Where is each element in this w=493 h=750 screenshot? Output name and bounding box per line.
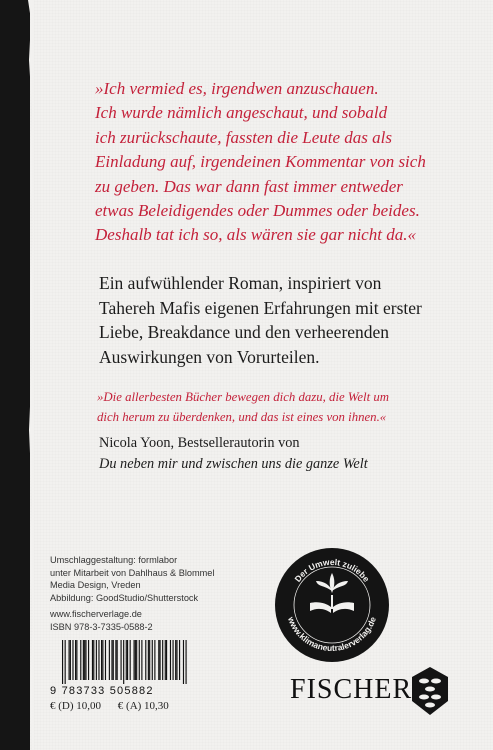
quote-line: ich zurückschaute, fassten die Leute das als xyxy=(95,127,392,147)
book-blurb xyxy=(99,271,459,369)
review-line: »Die allerbesten Bücher bewegen dich dazu, die Welt um xyxy=(97,390,390,404)
badge-bottom-text: www.klimaneutralerverlag.de xyxy=(285,615,379,654)
price-germany: € (D) 10,00 xyxy=(50,700,102,712)
cover-credits xyxy=(50,554,214,604)
climate-neutral-badge xyxy=(274,547,390,663)
barcode-digits: 9 783733 505882 xyxy=(50,685,154,696)
fish-icon xyxy=(425,703,435,708)
credit-line: Abbildung: GoodStudio/Shutterstock xyxy=(50,592,199,603)
fish-icon xyxy=(425,687,435,692)
fish-icon xyxy=(431,695,441,700)
quote-line: Ich wurde nämlich angeschaut, und sobald xyxy=(95,103,388,123)
publisher-info xyxy=(50,608,153,633)
quote-line: etwas Beleidigendes oder Dummes oder beides. xyxy=(95,201,420,221)
credit-line: Media Design, Vreden xyxy=(50,580,141,591)
torn-paper-edge xyxy=(28,0,34,750)
featured-quote xyxy=(95,77,475,248)
review-quote xyxy=(97,388,477,427)
prices xyxy=(50,700,183,712)
fischer-fish-logo xyxy=(412,667,448,715)
review-author-book: Du neben mir und zwischen uns die ganze Welt xyxy=(99,456,368,472)
blurb-line: Liebe, Breakdance und den verheerenden xyxy=(99,322,390,343)
blurb-line: Ein aufwühlender Roman, inspiriert von xyxy=(99,273,382,293)
quote-line: Deshalb tat ich so, als wären sie gar nicht da.« xyxy=(95,225,416,245)
quote-line: Einladung auf, irgendeinen Kommentar von sich xyxy=(95,152,426,172)
quote-line: zu geben. Das war dann fast immer entweder xyxy=(95,176,403,196)
barcode-bars xyxy=(62,640,187,684)
isbn-barcode xyxy=(50,640,200,696)
isbn: ISBN 978-3-7335-0588-2 xyxy=(50,621,153,632)
publisher-name: FISCHER xyxy=(290,674,413,705)
fish-icon xyxy=(419,695,429,700)
blurb-line: Tahereh Mafis eigenen Erfahrungen mit erster xyxy=(99,297,422,318)
review-author: Nicola Yoon, Bestsellerautorin von xyxy=(99,435,300,451)
blurb-line: Auswirkungen von Vorurteilen. xyxy=(99,346,320,367)
publisher-website: www.fischerverlage.de xyxy=(50,609,142,619)
review-attribution xyxy=(99,433,368,475)
price-austria: € (A) 10,30 xyxy=(117,700,169,712)
fish-icon xyxy=(431,679,441,684)
quote-line: »Ich vermied es, irgendwen anzuschauen. xyxy=(95,79,379,98)
credit-line: Umschlaggestaltung: formlabor xyxy=(50,555,178,565)
fish-icon xyxy=(419,679,429,684)
badge-top-text: Der Umwelt zuliebe xyxy=(292,556,372,584)
review-line: dich herum zu überdenken, und das ist eines von ihnen.« xyxy=(97,409,387,424)
credit-line: unter Mitarbeit von Dahlhaus & Blommel xyxy=(50,567,215,578)
